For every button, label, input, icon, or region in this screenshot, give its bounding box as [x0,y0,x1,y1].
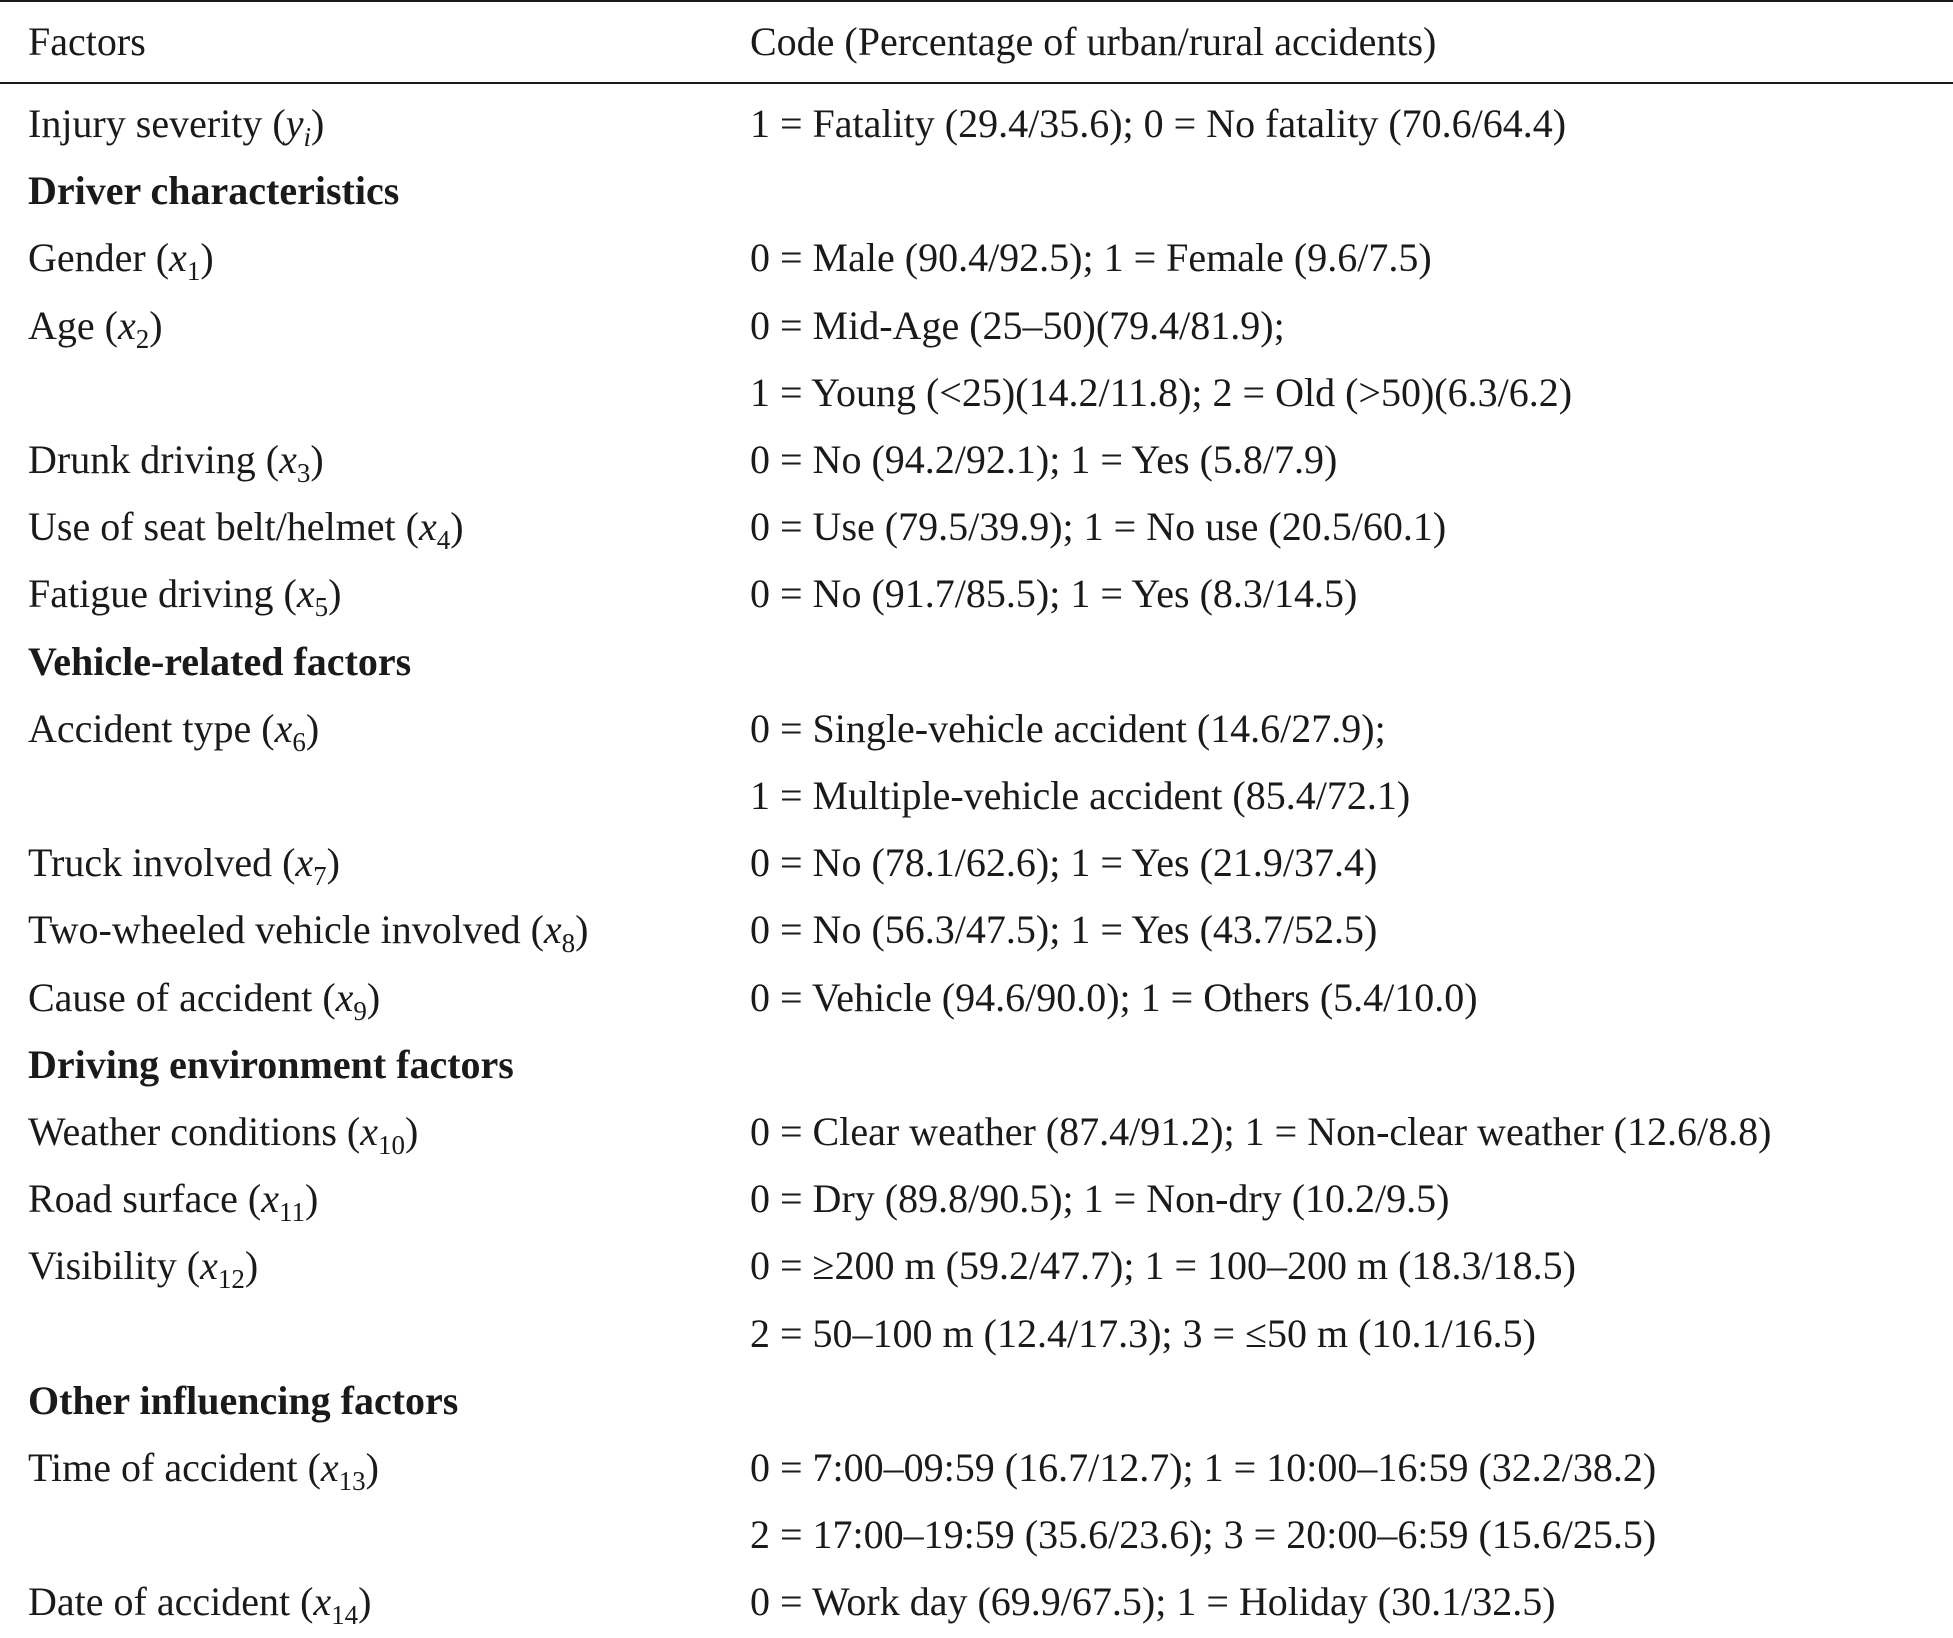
variable-symbol: y [285,101,304,146]
variable-symbol: x [261,1176,279,1222]
variable-symbol: x [360,1109,378,1154]
table-row-continuation [0,1503,1953,1567]
code-value: 0 = No (94.2/92.1); 1 = Yes (5.8/7.9) [750,437,1338,482]
section-row [0,1369,1953,1433]
variable-subscript: 4 [436,525,451,556]
factor-label: Injury severity $(y_i)$ [28,101,325,152]
header-rule [0,82,1953,84]
variable-symbol: x [296,571,315,617]
table-row [0,226,1953,290]
section-row [0,1033,1953,1097]
variable-subscript: 8 [561,928,576,959]
factor-label: Visibility $(x_{12})$ [28,1243,259,1295]
section-heading: Driving environment factors [28,1041,514,1087]
variable-subscript: 12 [217,1264,245,1295]
table-row [0,1100,1953,1164]
section-row [0,159,1953,223]
table-row [0,697,1953,761]
code-value: 0 = 7:00–09:59 (16.7/12.7); 1 = 10:00–16:59 (32.2/38.2) [750,1445,1657,1490]
table-row [0,92,1953,156]
variable-symbol: x [274,705,293,751]
factor-label: Gender $(x_1)$ [28,235,214,287]
code-value: 0 = Work day (69.9/67.5); 1 = Holiday (30.1/32.5) [750,1579,1556,1625]
variable-symbol: x [335,974,354,1020]
table-row-continuation [0,361,1953,425]
section-row [0,630,1953,694]
table-row-continuation [0,764,1953,828]
section-heading: Other influencing factors [28,1377,459,1423]
code-value: 0 = Vehicle (94.6/90.0); 1 = Others (5.4/10.0) [750,974,1478,1020]
table-row [0,966,1953,1030]
code-value: 0 = No (78.1/62.6); 1 = Yes (21.9/37.4) [750,840,1378,886]
factor-label: Accident type $(x_6)$ [28,705,320,757]
table-row-continuation [0,1302,1953,1366]
code-value: 0 = Male (90.4/92.5); 1 = Female (9.6/7.5) [750,235,1432,281]
variable-subscript: 9 [353,995,367,1026]
header-code: Code (Percentage of urban/rural accidents) [750,19,1437,64]
code-value: 2 = 17:00–19:59 (35.6/23.6); 3 = 20:00–6:59 (15.6/25.5) [750,1512,1657,1558]
top-rule [0,0,1953,2]
variable-symbol: x [279,437,297,482]
code-value: 0 = Use (79.5/39.9); 1 = No use (20.5/60.1) [750,504,1447,550]
code-value: 2 = 50–100 m (12.4/17.3); 3 = ≤50 m (10.1/16.5) [750,1310,1536,1356]
variable-subscript: 11 [279,1197,305,1228]
code-value: 0 = Single-vehicle accident (14.6/27.9); [750,705,1386,751]
variable-subscript: 6 [292,726,306,757]
code-value: 0 = No (56.3/47.5); 1 = Yes (43.7/52.5) [750,907,1378,953]
variable-symbol: x [418,504,437,550]
table-row [0,1436,1953,1500]
factor-label: Time of accident $(x_{13})$ [28,1445,379,1496]
variable-subscript: 7 [313,861,327,892]
code-value: 1 = Young (<25)(14.2/11.8); 2 = Old (>50)(6.3/6.2) [750,369,1573,415]
variable-symbol: x [543,907,562,953]
variable-subscript: 13 [338,1466,366,1496]
table-row [0,1570,1953,1634]
variable-symbol: x [295,840,314,886]
variable-symbol: x [320,1445,339,1490]
table-row [0,1234,1953,1298]
variable-subscript: 3 [296,458,311,488]
variable-symbol: x [117,302,136,348]
variable-symbol: x [200,1243,218,1289]
table-row [0,294,1953,358]
table-row [0,495,1953,559]
variable-subscript: 10 [378,1130,405,1160]
factor-label: Drunk driving $(x_3)$ [28,437,324,488]
table-row [0,1167,1953,1231]
table-row [0,428,1953,492]
variable-subscript: 2 [135,323,150,354]
variable-symbol: x [169,235,187,281]
section-heading: Vehicle-related factors [28,638,412,684]
table-row [0,898,1953,962]
factor-label: Date of accident $(x_{14})$ [28,1579,372,1631]
code-value: 0 = Clear weather (87.4/91.2); 1 = Non-clear weather (12.6/8.8) [750,1109,1772,1154]
table-row [0,562,1953,626]
code-value: 0 = ≥200 m (59.2/47.7); 1 = 100–200 m (18.3/18.5) [750,1243,1576,1289]
variable-subscript: 1 [186,256,201,287]
factor-label: Weather conditions $(x_{10})$ [28,1109,419,1160]
factor-label: Road surface $(x_{11})$ [28,1176,319,1228]
code-value: 0 = No (91.7/85.5); 1 = Yes (8.3/14.5) [750,571,1358,617]
factor-label: Truck involved $(x_7)$ [28,840,340,892]
variable-subscript: i [303,122,311,152]
variable-subscript: 5 [314,592,329,623]
factor-label: Use of seat belt/helmet $(x_4)$ [28,504,464,556]
variable-symbol: x [313,1579,332,1625]
code-value: 1 = Multiple-vehicle accident (85.4/72.1) [750,773,1411,818]
factor-label: Two-wheeled vehicle involved $(x_8)$ [28,907,589,959]
factor-label: Fatigue driving $(x_5)$ [28,571,342,623]
code-value: 1 = Fatality (29.4/35.6); 0 = No fatality (70.6/64.4) [750,101,1567,146]
factor-label: Age $(x_2)$ [28,302,163,354]
section-heading: Driver characteristics [28,168,400,214]
code-value: 0 = Mid-Age (25–50)(79.4/81.9); [750,302,1285,348]
variable-subscript: 14 [331,1600,359,1631]
table-row [0,831,1953,895]
factor-label: Cause of accident $(x_9)$ [28,974,381,1026]
table-header [0,10,1953,74]
code-value: 0 = Dry (89.8/90.5); 1 = Non-dry (10.2/9.5) [750,1176,1450,1222]
header-factors: Factors [28,19,146,64]
